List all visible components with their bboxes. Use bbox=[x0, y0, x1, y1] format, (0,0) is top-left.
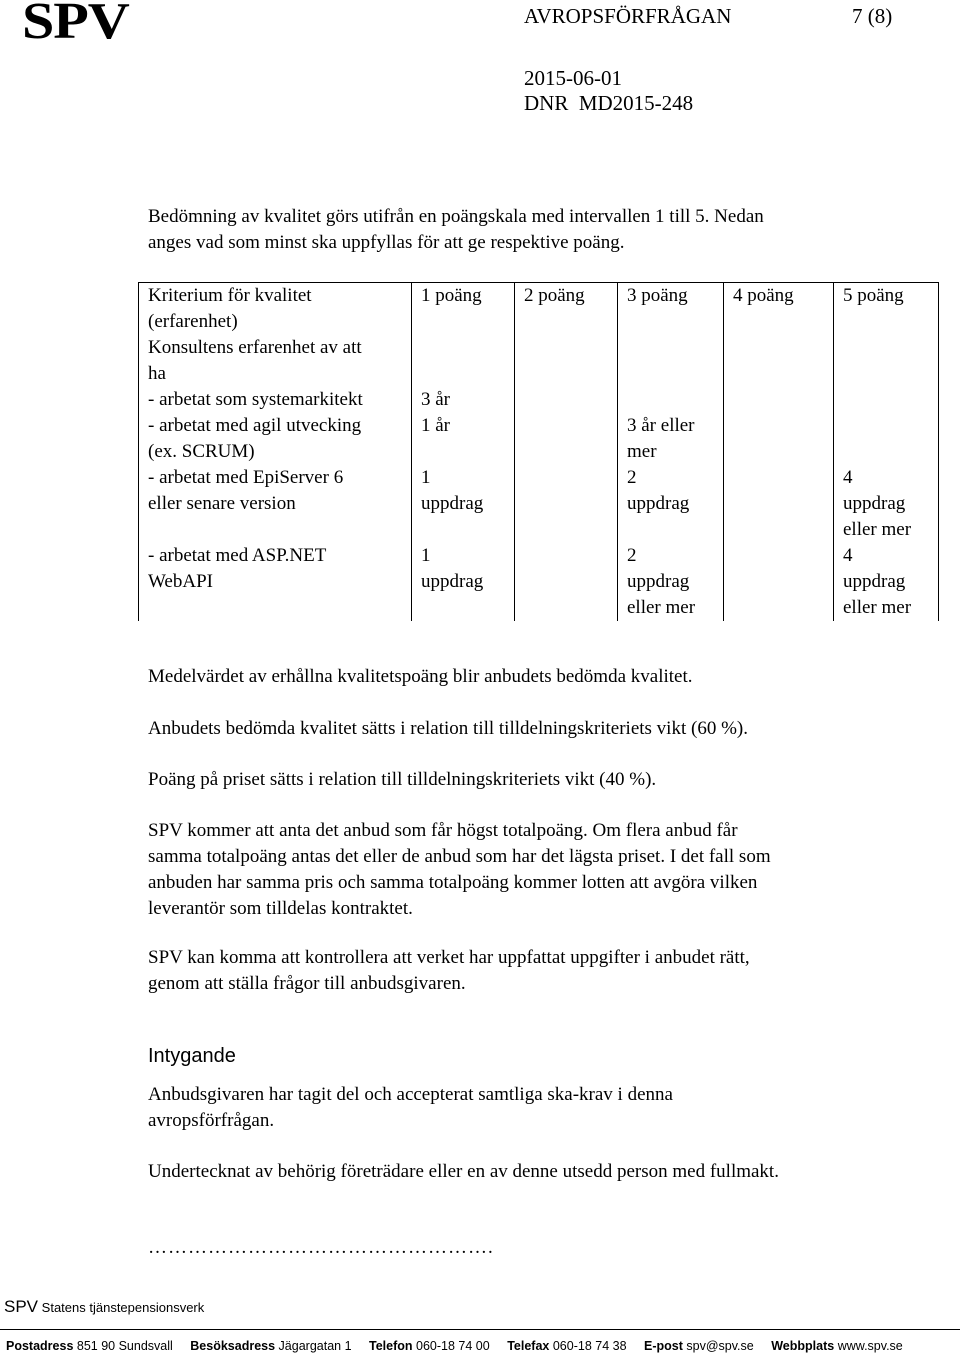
cell-value: uppdrag bbox=[843, 571, 906, 592]
footer-label: Telefon bbox=[369, 1339, 413, 1353]
cell-value: 2 bbox=[627, 545, 637, 566]
cell-value: 4 bbox=[843, 545, 853, 566]
intro-line: Bedömning av kvalitet görs utifrån en poängskala med intervallen 1 till 5. Nedan bbox=[148, 206, 764, 227]
column-header: 5 poäng bbox=[843, 285, 904, 306]
paragraph: Medelvärdet av erhållna kvalitetspoäng blir anbudets bedömda kvalitet. bbox=[148, 666, 693, 687]
intro-line: anges vad som minst ska uppfyllas för att ge respektive poäng. bbox=[148, 232, 625, 253]
col-3-poang bbox=[618, 283, 724, 622]
column-header: 3 poäng bbox=[627, 285, 688, 306]
criterion-text: - arbetat med ASP.NET bbox=[148, 545, 327, 566]
criterion-intro-line: ha bbox=[148, 363, 166, 384]
cell-value: uppdrag bbox=[843, 493, 906, 514]
signature-line: ……………………………………………. bbox=[148, 1237, 494, 1258]
footer-postadress: 851 90 Sundsvall bbox=[76, 1339, 173, 1353]
cell-value: eller mer bbox=[843, 519, 912, 540]
col-2-poang bbox=[515, 283, 618, 622]
col-1-poang bbox=[412, 283, 515, 622]
footer-label: Postadress bbox=[6, 1339, 74, 1353]
footer-label: Telefax bbox=[507, 1339, 550, 1353]
footer bbox=[0, 1339, 960, 1353]
column-header: 2 poäng bbox=[524, 285, 585, 306]
paragraph-line: SPV kan komma att kontrollera att verket har uppfattat uppgifter i anbudet rätt, bbox=[148, 947, 750, 968]
criterion-text: WebAPI bbox=[148, 571, 213, 592]
paragraph-line: leverantör som tilldelas kontraktet. bbox=[148, 898, 413, 919]
criterion-header bbox=[139, 283, 412, 622]
org-abbr: SPV bbox=[4, 1297, 39, 1316]
footer-epost[interactable]: spv@spv.se bbox=[686, 1339, 754, 1353]
criterion-text: - arbetat med agil utvecking bbox=[148, 415, 362, 436]
footer-webbplats[interactable]: www.spv.se bbox=[837, 1339, 903, 1353]
intygande-heading: Intygande bbox=[148, 1045, 236, 1067]
footer-telefax: 060-18 74 38 bbox=[552, 1339, 627, 1353]
intygande-text bbox=[148, 1082, 673, 1134]
criterion-header-line: (erfarenhet) bbox=[148, 311, 238, 332]
paragraph-line: avropsförfrågan. bbox=[148, 1110, 275, 1131]
cell-value: 1 bbox=[421, 545, 431, 566]
org-name bbox=[4, 1297, 204, 1317]
cell-value: eller mer bbox=[843, 597, 912, 618]
intygande-signature-text: Undertecknat av behörig företrädare eller en av denne utsedd person med fullmakt. bbox=[148, 1161, 779, 1182]
doc-date: 2015-06-01 bbox=[524, 66, 622, 90]
criterion-header-line: Kriterium för kvalitet bbox=[148, 285, 312, 306]
intro-text bbox=[148, 204, 764, 256]
cell-value: uppdrag bbox=[421, 571, 484, 592]
column-header: 4 poäng bbox=[733, 285, 794, 306]
cell-value: 3 år eller bbox=[627, 415, 695, 436]
doc-dnr: DNR MD2015-248 bbox=[524, 91, 694, 115]
col-4-poang bbox=[724, 283, 834, 622]
cell-value: uppdrag bbox=[421, 493, 484, 514]
cell-value: 3 år bbox=[421, 389, 451, 410]
paragraph bbox=[148, 945, 750, 997]
cell-value: uppdrag bbox=[627, 493, 690, 514]
footer-label: Besöksadress bbox=[190, 1339, 276, 1353]
cell-value: eller mer bbox=[627, 597, 696, 618]
cell-value: 2 bbox=[627, 467, 637, 488]
cell-value: mer bbox=[627, 441, 657, 462]
footer-label: Webbplats bbox=[771, 1339, 835, 1353]
criterion-text: (ex. SCRUM) bbox=[148, 441, 255, 462]
org-full-name: Statens tjänstepensionsverk bbox=[41, 1300, 205, 1315]
column-header: 1 poäng bbox=[421, 285, 482, 306]
table-header-row bbox=[139, 283, 939, 622]
cell-value: 1 år bbox=[421, 415, 451, 436]
paragraph-line: SPV kommer att anta det anbud som får högst totalpoäng. Om flera anbud får bbox=[148, 820, 738, 841]
spv-logo: SPV bbox=[22, 0, 129, 50]
page-number: 7 (8) bbox=[852, 4, 893, 28]
footer-telefon: 060-18 74 00 bbox=[416, 1339, 490, 1353]
col-5-poang bbox=[834, 283, 939, 622]
criterion-intro-line: Konsultens erfarenhet av att bbox=[148, 337, 362, 358]
footer-besoksadress: Jägargatan 1 bbox=[278, 1339, 352, 1353]
paragraph bbox=[148, 818, 771, 922]
footer-divider bbox=[0, 1329, 960, 1330]
paragraph: Anbudets bedömda kvalitet sätts i relation till tilldelningskriteriets vikt (60 %). bbox=[148, 718, 748, 739]
quality-criteria-table bbox=[138, 282, 939, 621]
criterion-text: - arbetat med EpiServer 6 bbox=[148, 467, 344, 488]
doc-type: AVROPSFÖRFRÅGAN bbox=[524, 4, 732, 28]
criterion-text: eller senare version bbox=[148, 493, 296, 514]
paragraph-line: genom att ställa frågor till anbudsgivaren. bbox=[148, 973, 466, 994]
paragraph-line: anbuden har samma pris och samma totalpoäng kommer lotten att avgöra vilken bbox=[148, 872, 758, 893]
paragraph-line: Anbudsgivaren har tagit del och accepterat samtliga ska-krav i denna bbox=[148, 1084, 673, 1105]
criterion-text: - arbetat som systemarkitekt bbox=[148, 389, 363, 410]
cell-value: 4 bbox=[843, 467, 853, 488]
cell-value: uppdrag bbox=[627, 571, 690, 592]
paragraph: Poäng på priset sätts i relation till tilldelningskriteriets vikt (40 %). bbox=[148, 769, 657, 790]
paragraph-line: samma totalpoäng antas det eller de anbud som har det lägsta priset. I det fall som bbox=[148, 846, 771, 867]
footer-label: E-post bbox=[644, 1339, 683, 1353]
cell-value: 1 bbox=[421, 467, 431, 488]
